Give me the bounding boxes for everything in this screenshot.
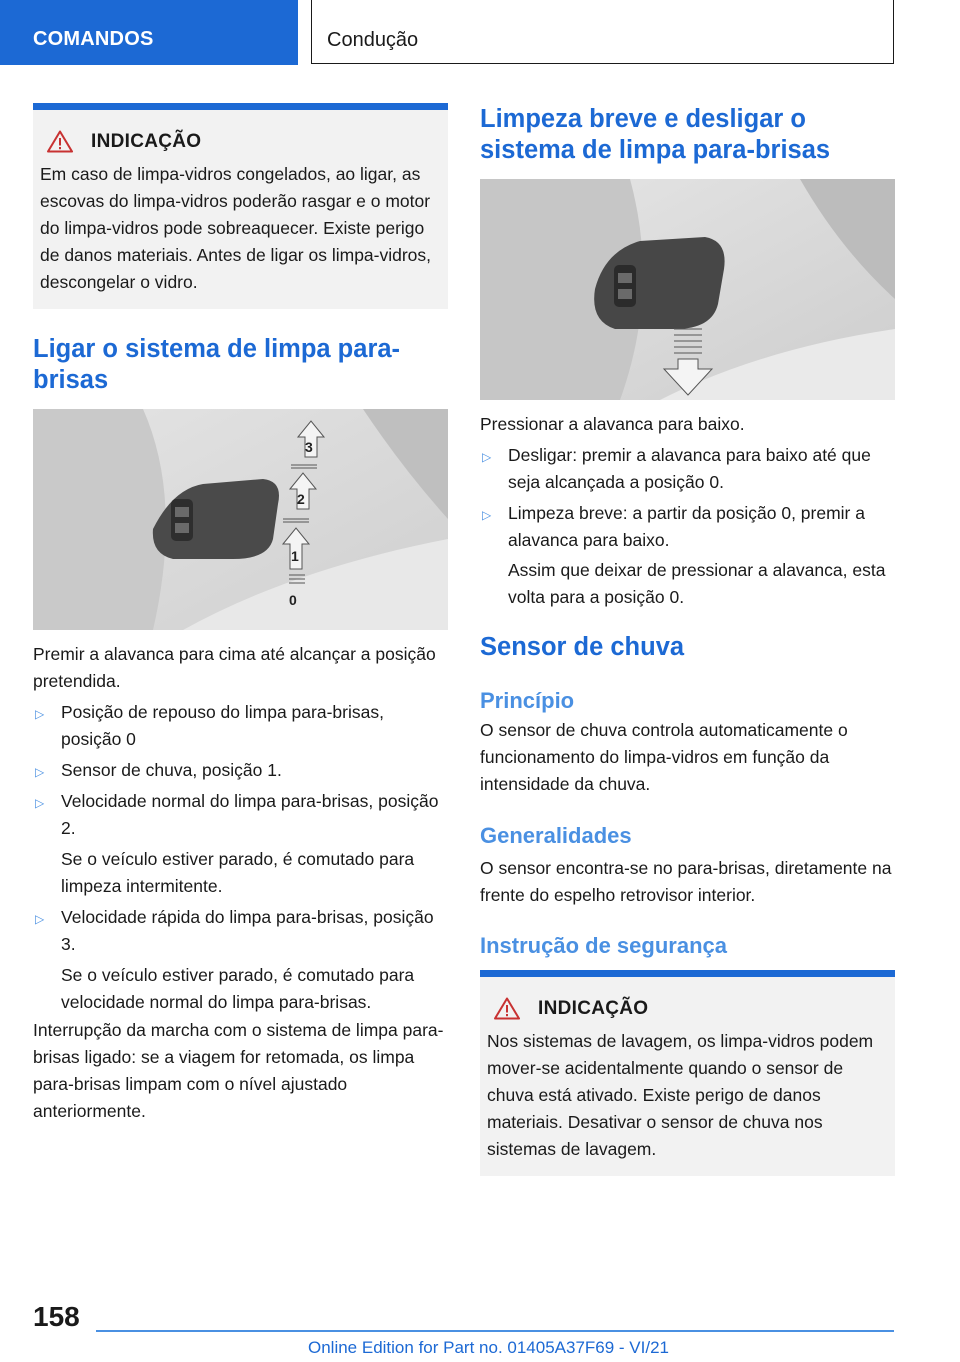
left-intro: Premir a alavanca para cima até alcançar a posição pretendida. bbox=[33, 644, 436, 691]
heading-safety: Instrução de segurança bbox=[480, 933, 727, 958]
warning-triangle-icon bbox=[47, 130, 73, 153]
figure-lever-up bbox=[33, 409, 448, 630]
figure-label-3: 3 bbox=[305, 439, 313, 455]
footer-edition: Online Edition for Part no. 01405A37F69 - VI/21 bbox=[308, 1338, 670, 1357]
list-item: ▷ Limpeza breve: a partir da posição 0, premir a alavanca para baixo. bbox=[482, 503, 865, 550]
chapter-tab bbox=[311, 0, 894, 64]
section-tab bbox=[0, 0, 298, 65]
figure-label-0: 0 bbox=[289, 592, 297, 608]
list-item: ▷ Desligar: premir a alavanca para baixo até que seja alcançada a posição 0. bbox=[482, 445, 871, 492]
principle-text: O sensor de chuva controla automaticamente o funcionamento do limpa-vidros em função da intensidade da chuva. bbox=[480, 720, 848, 794]
figure-lever-down bbox=[480, 179, 895, 400]
list-item: ▷ Velocidade normal do limpa para-brisas, posição 2. bbox=[35, 791, 439, 838]
list-item: ▷ Posição de repouso do limpa para-brisas, posição 0 bbox=[35, 702, 384, 749]
general-text: O sensor encontra-se no para-brisas, diretamente na frente do espelho retrovisor interior. bbox=[480, 858, 892, 905]
list-item-note: Assim que deixar de pressionar a alavanca, esta volta para a posição 0. bbox=[508, 560, 886, 607]
heading-rain-sensor: Sensor de chuva bbox=[480, 633, 685, 661]
right-intro: Pressionar a alavanca para baixo. bbox=[480, 414, 745, 434]
page-number: 158 bbox=[33, 1301, 80, 1332]
warning-text: Em caso de limpa-vidros congelados, ao ligar, as escovas do limpa-vidros poderão rasgar e o motor do limpa-vidros pode sobreaquecer. Existe perigo de danos materiais. Antes de ligar os limpa-vidros, descongelar o vidro. bbox=[40, 164, 432, 292]
heading-general: Generalidades bbox=[480, 823, 632, 848]
chapter-title: Condução bbox=[327, 29, 419, 51]
figure-label-2: 2 bbox=[297, 491, 305, 507]
warning-text: Nos sistemas de lavagem, os limpa-vidros podem mover-se acidentalmente quando o sensor de chuva está ativado. Existe perigo de danos materiais. Desativar o sensor de chuva nos sistemas de lavagem. bbox=[487, 1031, 874, 1159]
warning-title: INDICAÇÃO bbox=[91, 130, 202, 152]
warning-box-left bbox=[33, 103, 448, 309]
heading-brief-wipe: Limpeza breve e desligar o sistema de limpa para-brisas bbox=[480, 105, 831, 164]
footer-rule bbox=[96, 1330, 894, 1332]
list-item-note: Se o veículo estiver parado, é comutado para velocidade normal do limpa para-brisas. bbox=[61, 965, 415, 1012]
figure-label-1: 1 bbox=[291, 548, 299, 564]
list-item: ▷ Sensor de chuva, posição 1. bbox=[33, 757, 448, 784]
section-title: COMANDOS bbox=[33, 28, 154, 50]
heading-turn-on-wipers: Ligar o sistema de limpa para-brisas bbox=[33, 335, 401, 394]
bullet-triangle-icon: ▷ bbox=[482, 508, 492, 522]
heading-principle: Princípio bbox=[480, 688, 575, 713]
bullet-triangle-icon: ▷ bbox=[482, 450, 492, 464]
warning-triangle-icon bbox=[494, 997, 520, 1020]
warning-box-right bbox=[480, 970, 895, 1176]
list-item: ▷ Velocidade rápida do limpa para-brisas, posição 3. bbox=[35, 907, 434, 954]
left-outro: Interrupção da marcha com o sistema de limpa para-brisas ligado: se a viagem for retomada, os limpa para-brisas limpam com o nível ajustado anteriormente. bbox=[33, 1020, 444, 1121]
bullet-triangle-icon: ▷ bbox=[35, 796, 45, 810]
list-item-note: Se o veículo estiver parado, é comutado para limpeza intermitente. bbox=[61, 849, 415, 896]
bullet-triangle-icon: ▷ bbox=[35, 765, 45, 779]
warning-title: INDICAÇÃO bbox=[538, 997, 649, 1019]
bullet-triangle-icon: ▷ bbox=[35, 912, 45, 926]
bullet-triangle-icon: ▷ bbox=[35, 707, 45, 721]
